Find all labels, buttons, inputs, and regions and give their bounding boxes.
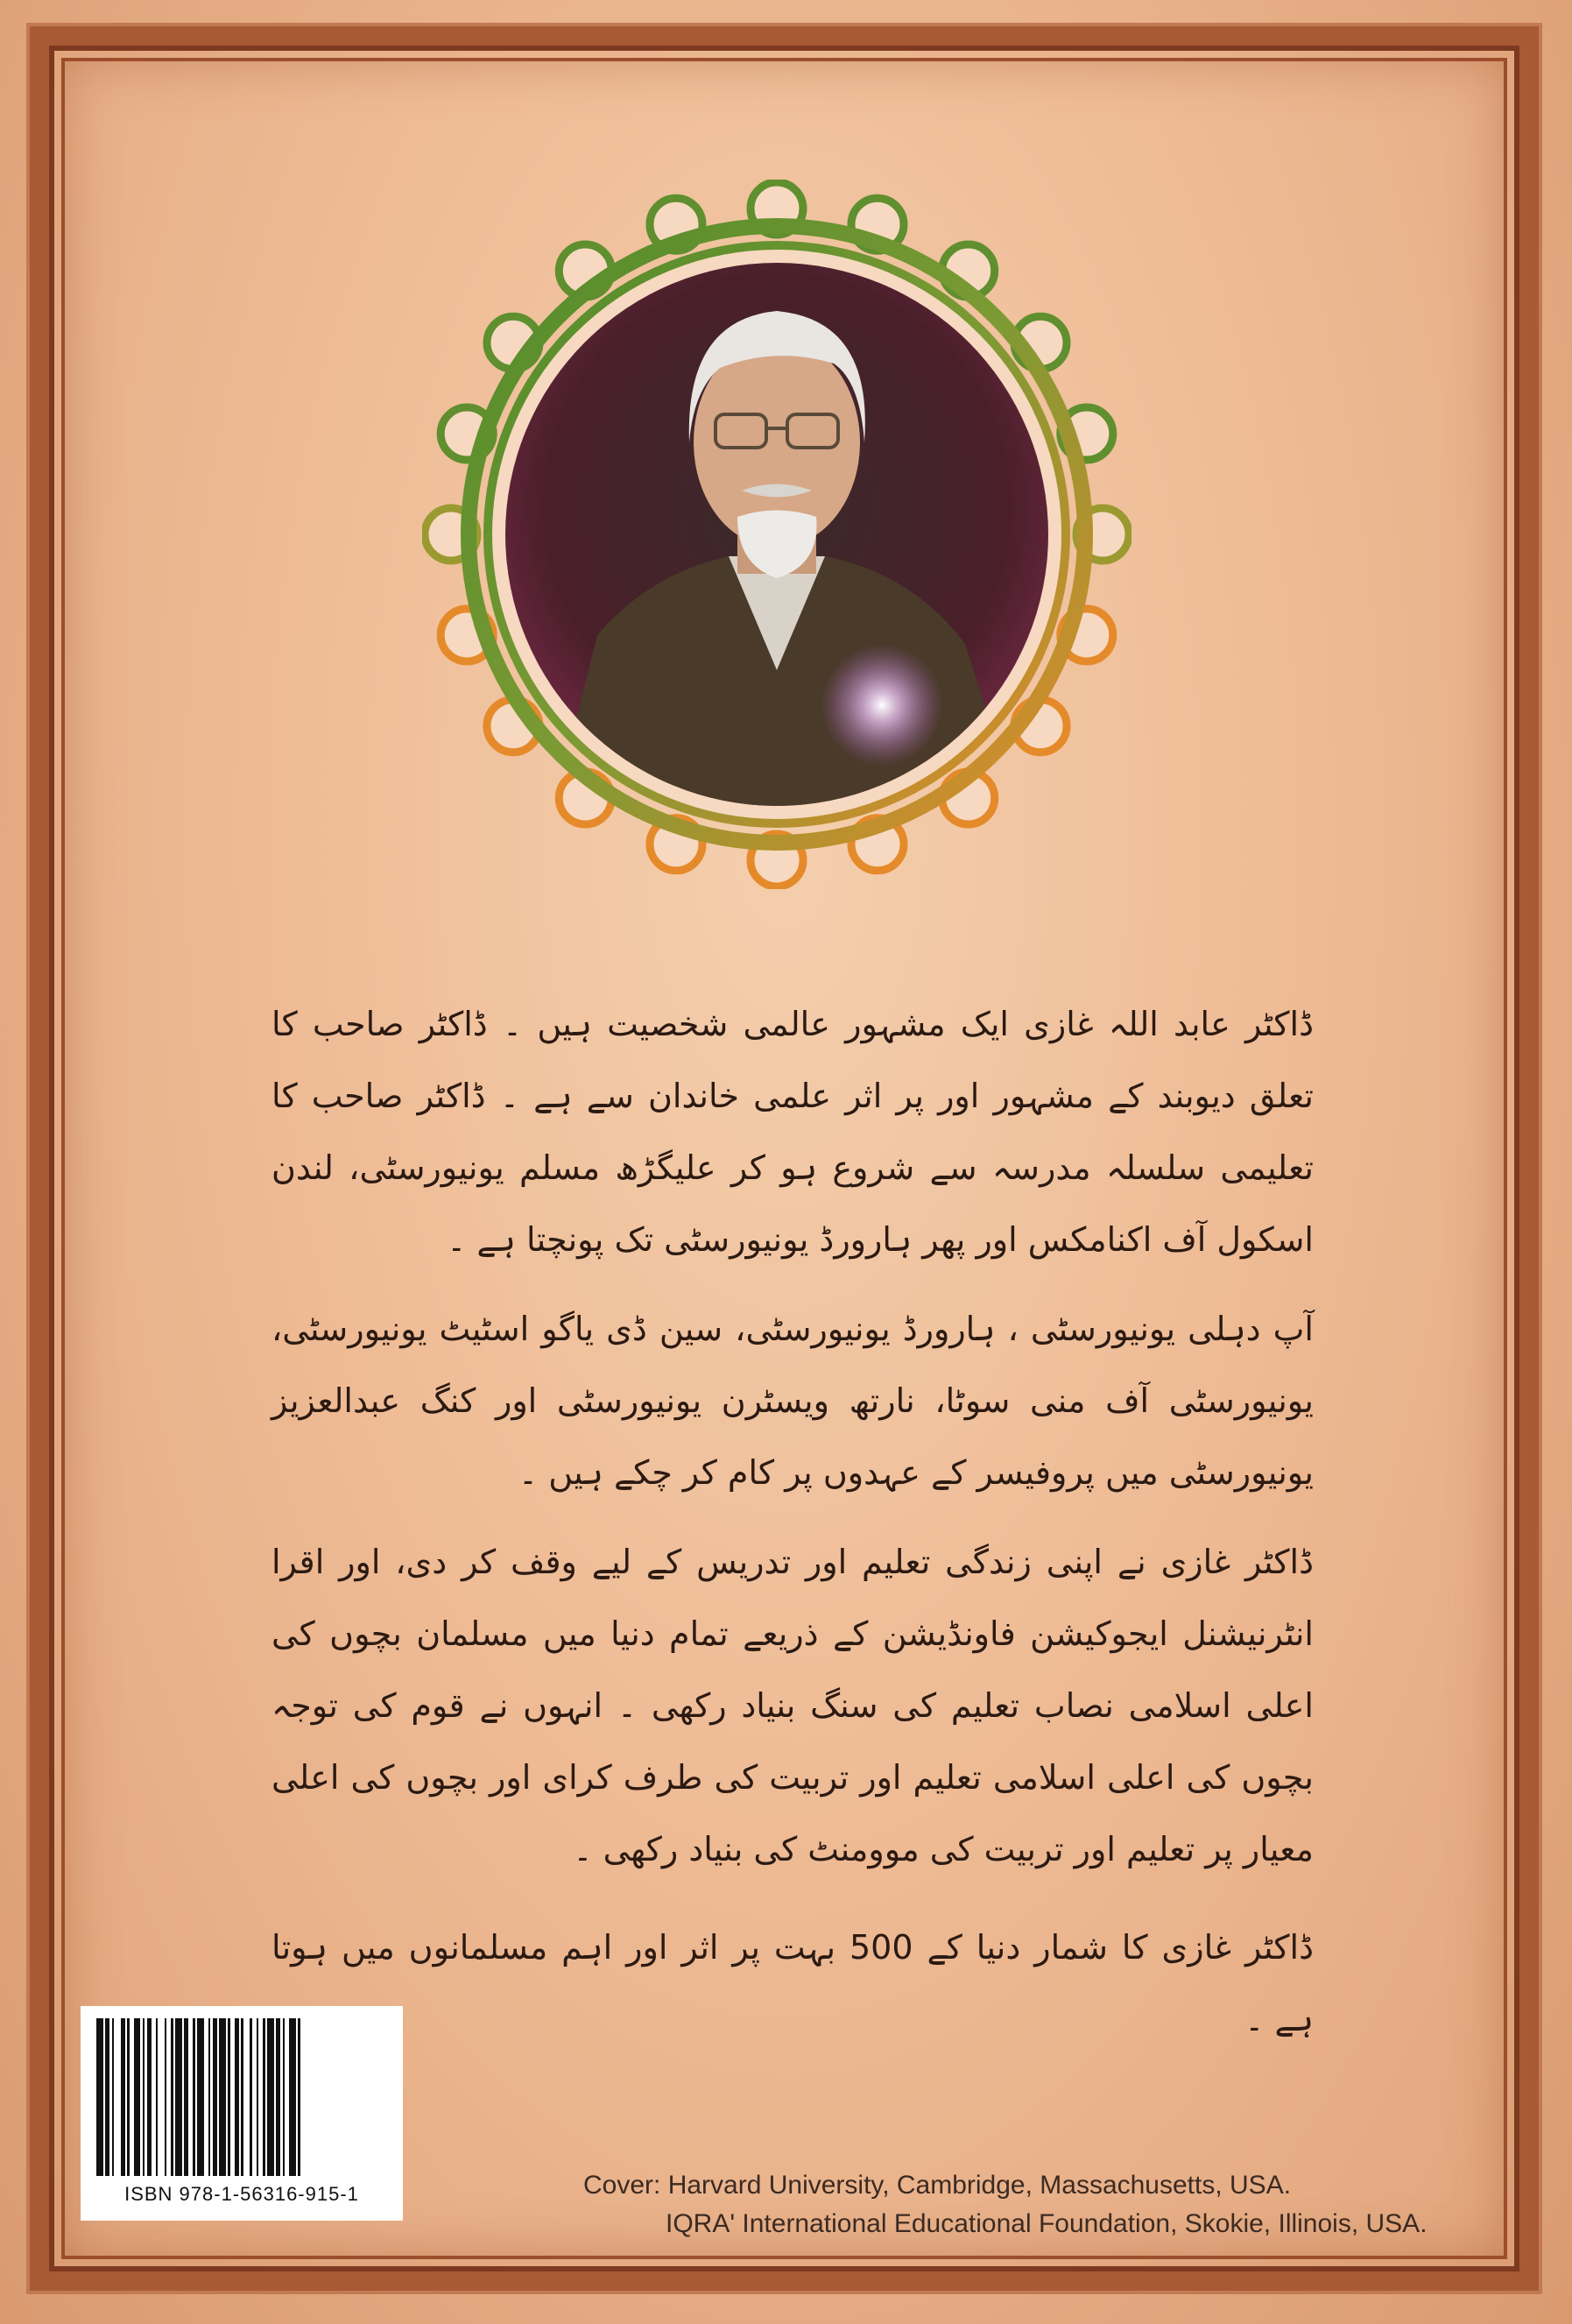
bio-paragraph-3: ڈاکٹر غازی نے اپنی زندگی تعلیم اور تدریس کے لیے وقف کر دی، اور اقرا انٹرنیشنل ایجوکیشن فاونڈیشن کے ذریعے تمام دنیا میں مسلمان بچوں کی اعلی اسلامی نصاب تعلیم کی سنگ بنیاد رکھی ۔ انہوں نے قوم کی توجہ بچوں کی اعلی اسلامی تعلیم اور تربیت کی طرف کرای اور بچوں کی اعلی معیار پر تعلیم اور تربیت کی موومنٹ کی بنیاد رکھی ۔ xyxy=(271,1543,1314,1868)
barcode-bar xyxy=(243,2018,250,2176)
barcode-bar xyxy=(197,2018,204,2176)
cover-credits xyxy=(517,2166,1506,2243)
barcode-bar xyxy=(134,2018,141,2176)
author-portrait-medallion xyxy=(422,180,1131,889)
barcode-bar xyxy=(158,2018,165,2176)
bio-paragraph-4: ڈاکٹر غازی کا شمار دنیا کے 500 بہت پر اثر اور اہم مسلمانوں میں ہوتا ہے ۔ xyxy=(271,1928,1314,2038)
cover-photo-credit: Cover: Harvard University, Cambridge, Massachusetts, USA. xyxy=(583,2171,1292,2200)
author-portrait xyxy=(422,180,1131,889)
bio-paragraph-2: آپ دہلی یونیورسٹی ، ہارورڈ یونیورسٹی، سین ڈی یاگو اسٹیٹ یونیورسٹی، یونیورسٹی آف منی سوٹا، نارتھ ویسٹرن یونیورسٹی اور کنگ عبدالعزیز یونیورسٹی میں پروفیسر کے عہدوں پر کام کر چکے ہیں ۔ xyxy=(271,1310,1314,1492)
barcode-bar xyxy=(96,2018,103,2176)
barcode-bar xyxy=(219,2018,226,2176)
author-biography xyxy=(271,988,1314,2073)
bio-paragraph-1: ڈاکٹر عابد اللہ غازی ایک مشہور عالمی شخصیت ہیں ۔ ڈاکٹر صاحب کا تعلق دیوبند کے مشہور اور پر اثر علمی خاندان سے ہے ۔ ڈاکٹر صاحب کا تعلیمی سلسلہ مدرسہ سے شروع ہو کر علیگڑھ مسلم یونیورسٹی، لندن اسکول آف اکنامکس اور پھر ہارورڈ یونیورسٹی تک پونچتا ہے ۔ xyxy=(271,1005,1314,1259)
barcode-bar xyxy=(300,2018,305,2176)
barcode-bar xyxy=(267,2018,274,2176)
barcode-bar xyxy=(114,2018,121,2176)
barcode-bar xyxy=(289,2018,296,2176)
publisher-credit: IQRA' International Educational Foundation, Skokie, Illinois, USA. xyxy=(666,2209,1427,2238)
barcode-bar xyxy=(175,2018,182,2176)
isbn-barcode xyxy=(81,2006,403,2221)
isbn-number: ISBN 978-1-56316-915-1 xyxy=(124,2183,359,2205)
barcode-bars xyxy=(96,2018,387,2176)
